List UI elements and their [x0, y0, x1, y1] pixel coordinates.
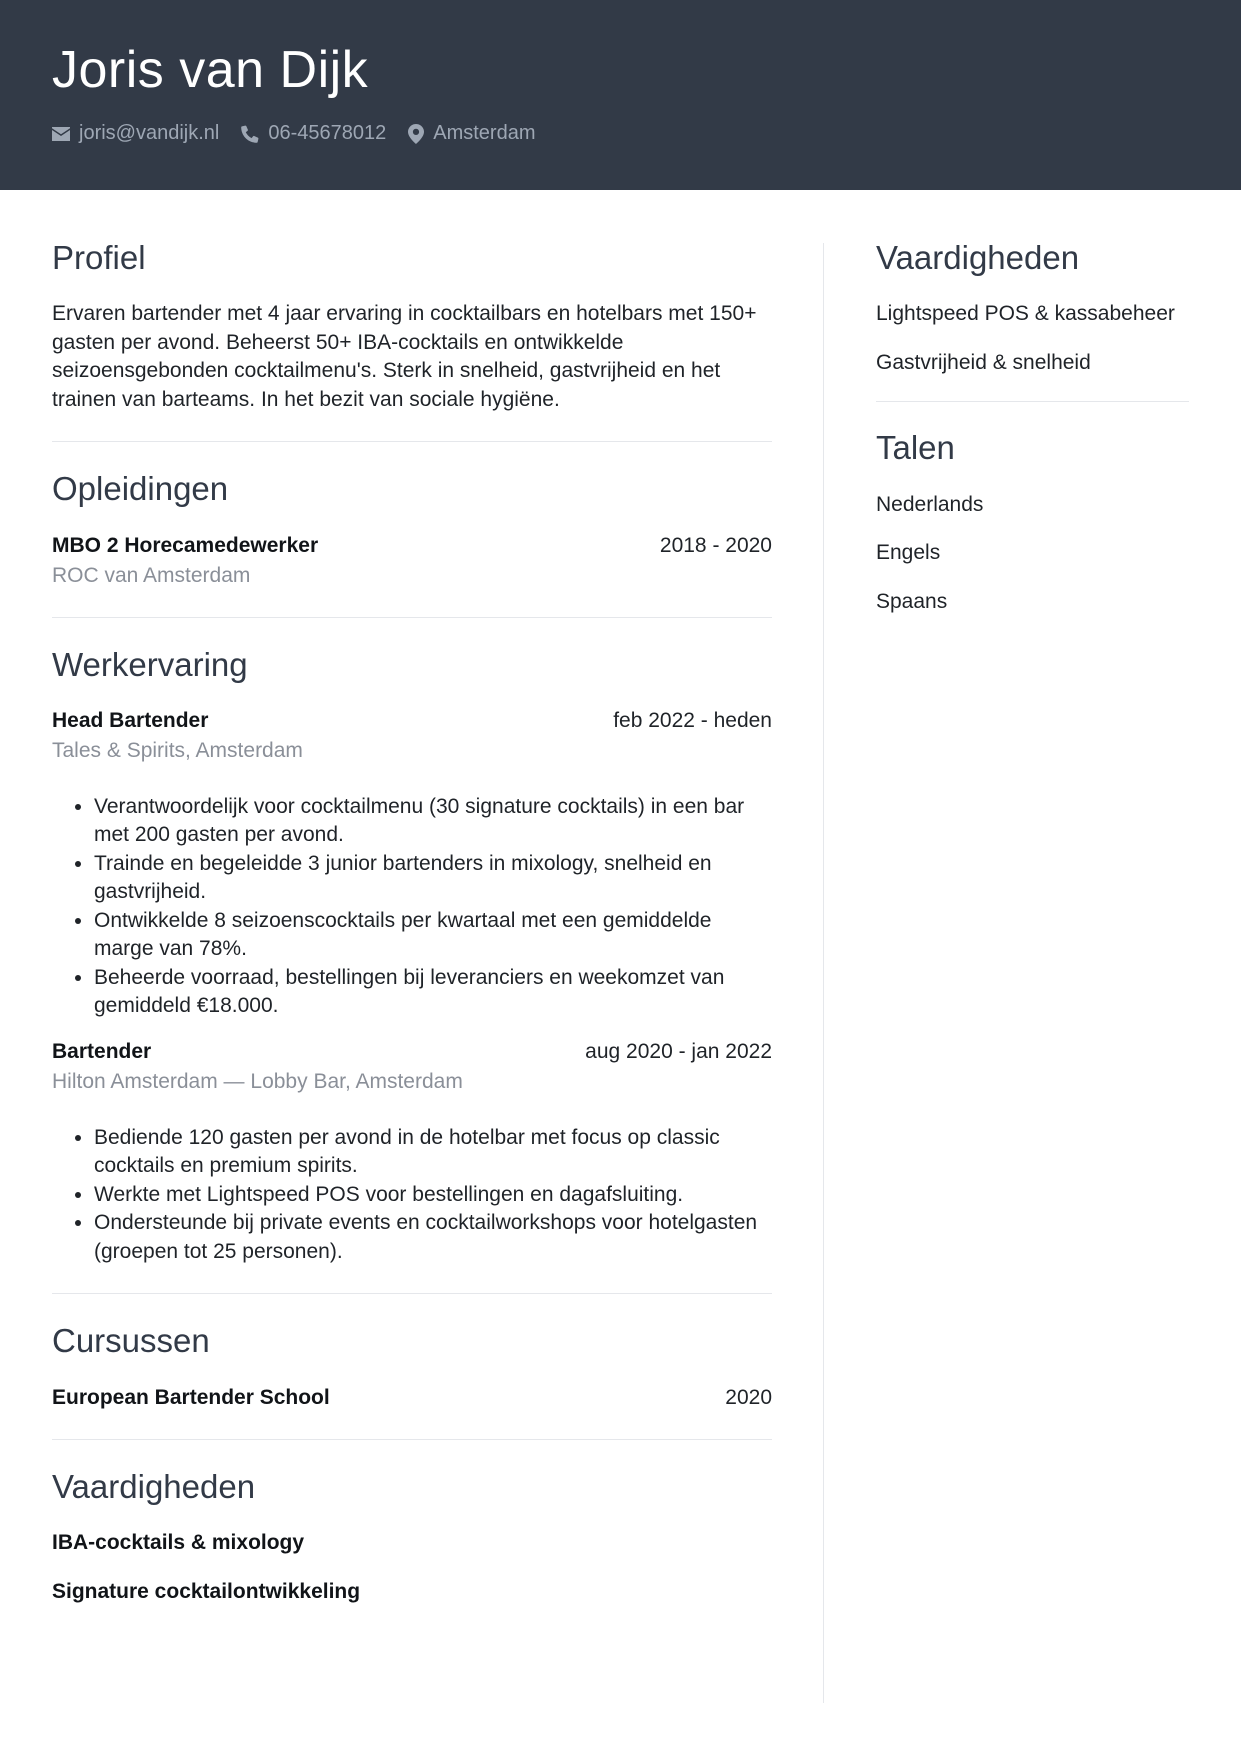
bullet-item: • Verantwoordelijk voor cocktailmenu (30 signature cocktails) in een bar met 200 gasten per avond. — [94, 793, 772, 850]
profile-text: Ervaren bartender met 4 jaar ervaring in cocktailbars en hotelbars met 150+ gasten per avond. Beheerst 50+ IBA-cocktails en ontwikkelde seizoensgebonden cocktailmenu's. Sterk in snelheid, gastvrijheid en het trainen van barteams. In het bezit van sociale hygiëne. — [52, 302, 757, 411]
sidebar-divider — [876, 401, 1189, 402]
map-pin-icon — [408, 124, 424, 144]
contact-email[interactable] — [52, 122, 219, 145]
candidate-name: Joris van Dijk — [52, 41, 369, 99]
email-text: joris@vandijk.nl — [79, 122, 220, 144]
contact-row — [52, 122, 536, 145]
experience-entry — [52, 1038, 772, 1267]
course-title: European Bartender School — [52, 1385, 330, 1409]
location-text: Amsterdam — [433, 122, 536, 144]
bullet-item: • Bediende 120 gasten per avond in de hotelbar met focus op classic cocktails en premium spirits. — [94, 1124, 772, 1181]
languages-section — [876, 430, 1189, 616]
job-bullets — [52, 1124, 772, 1267]
language-item: Engels — [876, 541, 941, 565]
job-date: aug 2020 - jan 2022 — [585, 1039, 772, 1063]
courses-section — [52, 1323, 772, 1411]
education-degree: MBO 2 Horecamedewerker — [52, 533, 319, 557]
job-date: feb 2022 - heden — [613, 708, 772, 732]
skill-item: IBA-cocktails & mixology — [52, 1530, 305, 1554]
education-title: Opleidingen — [52, 470, 229, 508]
bullet-item: • Ontwikkelde 8 seizoenscocktails per kwartaal met een gemiddelde marge van 78%. — [94, 907, 772, 964]
section-divider — [52, 1293, 772, 1294]
profile-section — [52, 240, 772, 414]
experience-entry-head — [52, 707, 772, 735]
language-item: Nederlands — [876, 492, 984, 516]
job-title: Bartender — [52, 1039, 152, 1063]
contact-location — [408, 122, 535, 145]
sidebar-skills-title: Vaardigheden — [876, 239, 1080, 276]
phone-icon — [241, 125, 259, 143]
course-entry — [52, 1384, 772, 1412]
courses-title: Cursussen — [52, 1322, 210, 1360]
languages-title: Talen — [876, 429, 955, 467]
job-title: Head Bartender — [52, 708, 209, 732]
column-divider — [823, 243, 824, 1703]
education-entry-head — [52, 532, 772, 560]
language-item: Spaans — [876, 589, 948, 613]
sidebar — [876, 240, 1189, 636]
main-skills-section — [52, 1469, 772, 1606]
main-skills-title: Vaardigheden — [52, 1467, 256, 1505]
section-divider — [52, 617, 772, 618]
bullet-item: • Ondersteunde bij private events en cocktailworkshops voor hotelgasten (groepen tot 25 personen). — [94, 1209, 772, 1266]
section-divider — [52, 1439, 772, 1440]
skill-item: Signature cocktailontwikkeling — [52, 1579, 361, 1603]
course-date: 2020 — [725, 1385, 772, 1409]
experience-entry-head — [52, 1038, 772, 1066]
job-company: Hilton Amsterdam — Lobby Bar, Amsterdam — [52, 1069, 463, 1093]
bullet-item: • Werkte met Lightspeed POS voor bestellingen en dagafsluiting. — [94, 1181, 772, 1210]
job-bullets — [52, 793, 772, 1021]
experience-section — [52, 647, 772, 1267]
contact-phone[interactable] — [241, 122, 386, 145]
bullet-item: • Trainde en begeleidde 3 junior bartenders in mixology, snelheid en gastvrijheid. — [94, 850, 772, 907]
experience-entry — [52, 707, 772, 1021]
education-institution: ROC van Amsterdam — [52, 563, 251, 587]
sidebar-skill-item: Lightspeed POS & kassabeheer — [876, 302, 1175, 326]
sidebar-skill-item: Gastvrijheid & snelheid — [876, 350, 1091, 374]
resume-header — [0, 0, 1241, 190]
sidebar-skills-section — [876, 240, 1189, 377]
education-entry — [52, 532, 772, 590]
job-company: Tales & Spirits, Amsterdam — [52, 738, 303, 762]
envelope-icon — [52, 127, 70, 141]
education-date: 2018 - 2020 — [659, 533, 772, 557]
experience-title: Werkervaring — [52, 645, 248, 683]
bullet-item: • Beheerde voorraad, bestellingen bij leveranciers en weekomzet van gemiddeld €18.000. — [94, 964, 772, 1021]
phone-text: 06-45678012 — [268, 122, 387, 144]
main-column — [52, 240, 772, 1627]
profile-title: Profiel — [52, 239, 146, 276]
education-section — [52, 471, 772, 589]
section-divider — [52, 441, 772, 442]
